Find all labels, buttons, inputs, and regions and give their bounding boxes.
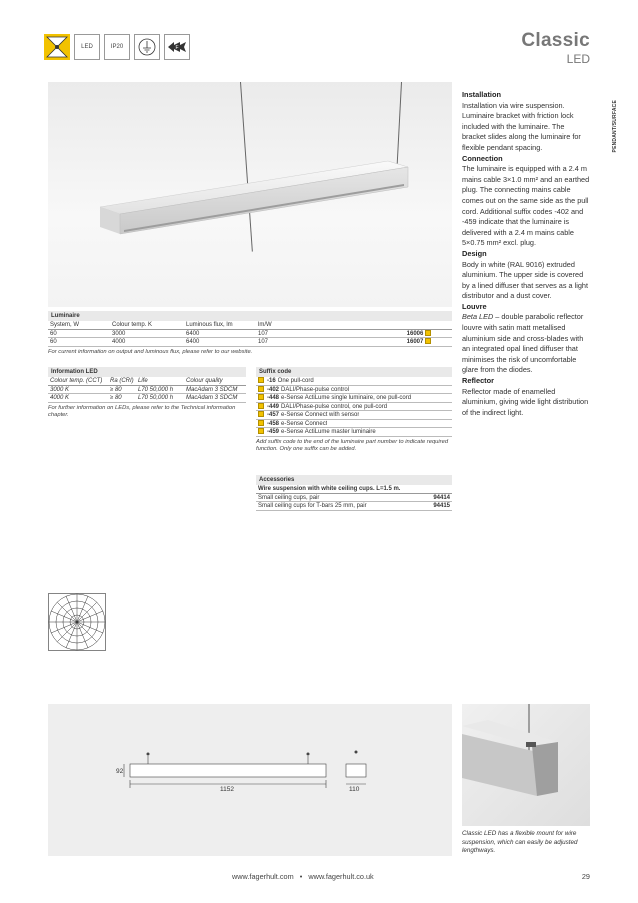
dimension-width: 110	[349, 786, 360, 793]
table-cell: L70 50,000 h	[138, 395, 174, 401]
page-number: 29	[581, 872, 590, 881]
suffix-code-table	[256, 367, 452, 454]
led-info-table	[48, 367, 246, 420]
table-cell: 3000 K	[50, 386, 70, 393]
suffix-description: DALI/Phase-pulse control	[281, 386, 350, 393]
suffix-description: e-Sense ActiLume master luminaire	[281, 429, 376, 435]
suffix-code: -449	[267, 403, 280, 410]
louvre-heading: Louvre	[462, 301, 487, 311]
order-marker-icon	[258, 428, 264, 434]
installation-text: Installation via wire suspension. Luminaire bracket with friction lock included with the luminaire. The bracket slides along the luminaire for flexible pendant spacing.	[462, 100, 581, 152]
product-photo	[48, 82, 452, 307]
product-title: Classic	[521, 30, 590, 51]
column-header: Colour temp. (CCT)	[50, 378, 103, 384]
article-number-text: 16006	[406, 330, 424, 337]
table-cell: 4000	[112, 339, 126, 345]
table-header-row	[48, 377, 246, 386]
table-cell: Small ceiling cups, pair	[258, 494, 320, 501]
table-row	[48, 386, 246, 395]
column-header: Colour temp. K	[112, 322, 153, 328]
table-cell: 6400	[186, 339, 200, 345]
column-header: Ra (CRI)	[110, 378, 134, 384]
suffix-description: e-Sense ActiLume single luminaire, one pull-cord	[281, 395, 412, 401]
table-cell: 6400	[186, 330, 200, 337]
dimension-length: 1152	[220, 786, 234, 793]
flammable-surface-icon	[164, 34, 190, 60]
table-row	[48, 394, 246, 403]
accessories-table	[256, 475, 452, 511]
order-marker-icon	[425, 338, 431, 344]
suffix-description: One pull-cord	[277, 378, 314, 384]
suffix-code-row	[256, 428, 452, 437]
table-cell: ≥ 80	[110, 395, 122, 401]
connection-text: The luminaire is equipped with a 2.4 m mains cable 3×1.0 mm² and an earthed plug. The connecting mains cable comes out on the same side as the pull cord. Additional suffix codes -402 and -459 indicate that the luminaire is delivered with a 2.4 m mains cable 5×0.75 mm² excl. plug.	[462, 164, 590, 248]
table-cell: 4000 K	[50, 395, 70, 401]
column-header: Luminous flux, lm	[186, 322, 233, 328]
luminaire-table	[48, 311, 452, 356]
certification-icons	[44, 34, 190, 60]
accessories-subtitle-text: Wire suspension with white ceiling cups. L=1.5 m.	[258, 486, 401, 492]
table-row	[48, 330, 452, 339]
suffix-code-note: Add suffix code to the end of the luminaire part number to indicate required function. Only one suffix can be added.	[256, 438, 449, 452]
column-header: Colour quality	[186, 378, 223, 384]
product-heading	[521, 30, 590, 66]
order-marker-icon	[258, 394, 264, 400]
suffix-code-row	[256, 394, 452, 403]
suffix-code-list	[256, 377, 452, 437]
table-cell: 60	[50, 330, 57, 337]
suffix-code-row	[256, 377, 452, 386]
accessories-subtitle	[256, 485, 452, 494]
table-row	[48, 338, 452, 347]
suffix-code: -16	[267, 378, 276, 384]
order-marker-icon	[258, 386, 264, 392]
louvre-text	[462, 312, 590, 376]
article-number: 94415	[433, 503, 450, 509]
section-label: PENDANT/SURFACE	[612, 100, 618, 153]
order-marker-icon	[425, 330, 431, 336]
table-cell: ≥ 80	[110, 386, 122, 393]
accessories-title: Accessories	[256, 475, 452, 485]
column-header: lm/W	[258, 322, 272, 328]
article-number-text: 16007	[406, 339, 424, 345]
suffix-code: -402	[267, 386, 280, 393]
dimension-height: 92	[116, 768, 124, 775]
mount-photo-caption: Classic LED has a flexible mount for wire suspension, which can easily be adjusted lengthways.	[462, 830, 578, 855]
table-cell: 107	[258, 330, 269, 337]
svg-text:F: F	[175, 45, 179, 51]
product-description	[462, 90, 590, 418]
article-number	[318, 330, 434, 338]
suffix-description: DALI/Phase-pulse control, one pull-cord	[281, 403, 388, 410]
table-header-row	[48, 321, 452, 330]
luminaire-table-title: Luminaire	[48, 311, 452, 321]
louvre-name: Beta LED	[462, 312, 494, 322]
light-distribution-icon	[44, 34, 70, 60]
suffix-description: e-Sense Connect	[281, 420, 328, 427]
suffix-code-row	[256, 420, 452, 429]
order-marker-icon	[258, 420, 264, 426]
luminaire-note: For current information on output and luminous flux, please refer to our website.	[48, 348, 253, 355]
suffix-code: -459	[267, 429, 280, 435]
suffix-code-row	[256, 411, 452, 420]
order-marker-icon	[258, 411, 264, 417]
table-cell: 3000	[112, 330, 126, 337]
table-cell: L70 50,000 h	[138, 386, 174, 393]
table-row	[256, 494, 452, 503]
table-cell: MacAdam 3 SDCM	[186, 395, 238, 401]
footer-links	[232, 872, 374, 881]
mount-detail-photo	[462, 704, 590, 826]
design-text: Body in white (RAL 9016) extruded aluminium. The upper side is covered by a lined diffuser that serves as a light distributor and a dust cover.	[462, 259, 589, 301]
connection-heading: Connection	[462, 153, 503, 163]
led-icon: LED	[74, 34, 100, 60]
order-marker-icon	[258, 403, 264, 409]
louvre-body: – double parabolic reflector louvre with satin matt metallised aluminium side and cross-blades with an integrated opal lined diffuser that minimises the risk of uncomfortable glare from the diodes.	[462, 312, 584, 375]
table-cell: 107	[258, 339, 269, 345]
article-number	[318, 338, 434, 346]
table-cell: MacAdam 3 SDCM	[186, 386, 238, 393]
ip-rating-icon: IP20	[104, 34, 130, 60]
suffix-code: -457	[267, 412, 280, 418]
table-cell: 60	[50, 339, 57, 345]
suffix-code-row	[256, 403, 452, 412]
suffix-code: -458	[267, 420, 280, 427]
light-distribution-diagram	[48, 593, 106, 651]
led-info-note: For further information on LEDs, please refer to the Technical information chapter.	[48, 404, 236, 418]
suffix-code: -448	[267, 395, 280, 401]
suffix-code-row	[256, 386, 452, 395]
dimension-drawing	[48, 704, 452, 856]
website-link-global[interactable]: www.fagerhult.com	[232, 872, 294, 881]
column-header: System, W	[50, 322, 80, 328]
column-header: Life	[138, 378, 148, 384]
installation-heading: Installation	[462, 90, 502, 99]
led-info-title: Information LED	[48, 367, 246, 377]
table-cell: Small ceiling cups for T-bars 25 mm, pair	[258, 503, 367, 509]
footer-separator: •	[299, 872, 303, 881]
product-subtitle: LED	[566, 52, 590, 66]
suffix-description: e-Sense Connect with sensor	[281, 412, 360, 418]
suffix-code-title: Suffix code	[256, 367, 452, 377]
article-number: 94414	[433, 494, 450, 501]
table-row	[256, 502, 452, 511]
earth-ground-icon	[134, 34, 160, 60]
design-heading: Design	[462, 248, 487, 258]
reflector-heading: Reflector	[462, 376, 495, 386]
website-link-uk[interactable]: www.fagerhult.co.uk	[308, 872, 374, 881]
reflector-text: Reflector made of enamelled aluminium, giving wide light distribution of the indirect light.	[462, 386, 589, 417]
order-marker-icon	[258, 377, 264, 383]
